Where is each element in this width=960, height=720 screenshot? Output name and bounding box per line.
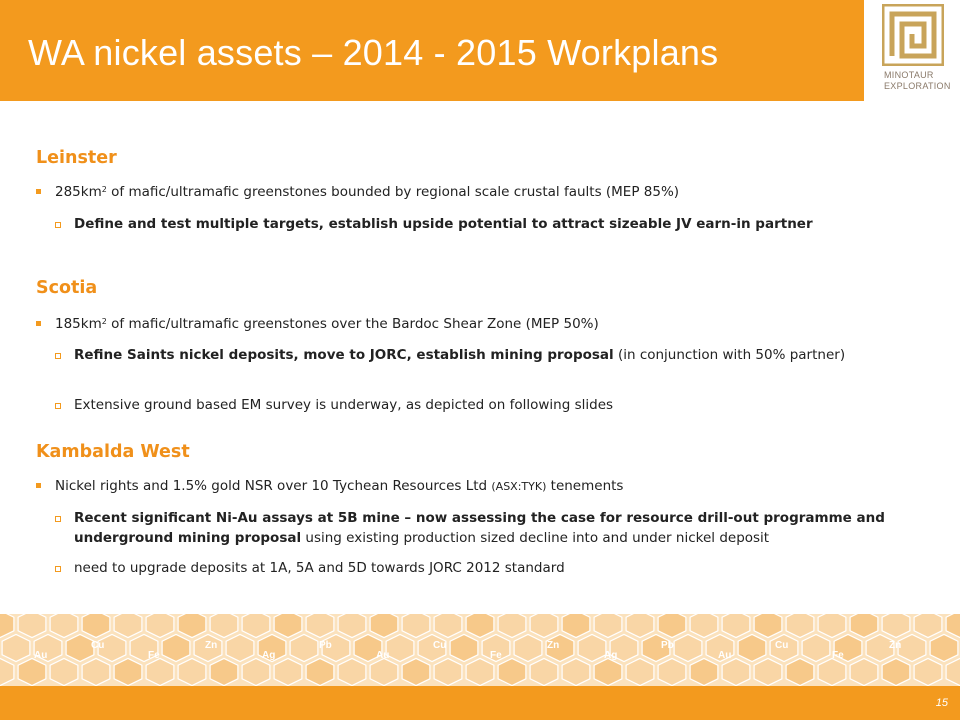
- element-symbol: Au: [34, 650, 48, 661]
- title-bar: [0, 0, 864, 101]
- logo-line1: MINOTAUR: [884, 70, 934, 80]
- section-heading: Scotia: [36, 278, 98, 298]
- logo-wordmark: [884, 70, 951, 92]
- element-symbol: Ag: [604, 650, 618, 661]
- element-hex-band: [0, 614, 960, 686]
- sub-bullet-rest: using existing production sized decline into and under nickel deposit: [301, 530, 770, 546]
- section-heading: Leinster: [36, 148, 117, 168]
- hollow-square-bullet-icon: [55, 516, 61, 522]
- hollow-square-bullet-icon: [55, 222, 61, 228]
- square-bullet-icon: [36, 321, 41, 326]
- section-kambalda-west: [36, 442, 885, 576]
- element-symbol: Pb: [319, 640, 332, 651]
- bullet-text-pre: Nickel rights and 1.5% gold NSR over 10 Tychean Resources Ltd: [55, 478, 492, 494]
- maze-logo-icon: [882, 4, 944, 66]
- sub-bullet-bold: Recent significant Ni-Au assays at 5B mine – now assessing the case for resource drill-out programme and underground mining proposal: [74, 510, 885, 546]
- superscript: 2: [101, 317, 107, 326]
- page-number: 15: [935, 697, 948, 709]
- section-heading: Kambalda West: [36, 442, 190, 462]
- company-logo: [878, 4, 956, 100]
- sub-bullet-rest: (in conjunction with 50% partner): [613, 347, 846, 363]
- element-symbol: Au: [376, 650, 390, 661]
- element-symbol: Zn: [889, 640, 902, 651]
- hollow-square-bullet-icon: [55, 353, 61, 359]
- superscript: 2: [101, 185, 107, 194]
- element-symbol: Zn: [205, 640, 218, 651]
- section-leinster: [36, 148, 813, 232]
- page-title: WA nickel assets – 2014 - 2015 Workplans: [28, 32, 719, 73]
- element-symbol: Fe: [490, 650, 502, 661]
- element-symbol: Au: [718, 650, 732, 661]
- bullet-text-pre: 285km: [55, 184, 102, 200]
- element-symbol: Fe: [148, 650, 160, 661]
- sub-bullet-rest: need to upgrade deposits at 1A, 5A and 5D towards JORC 2012 standard: [74, 560, 565, 576]
- square-bullet-icon: [36, 189, 41, 194]
- hollow-square-bullet-icon: [55, 566, 61, 572]
- element-symbol: Cu: [433, 640, 447, 651]
- sub-bullet-rest: Extensive ground based EM survey is underway, as depicted on following slides: [74, 397, 614, 413]
- element-symbol: Zn: [547, 640, 560, 651]
- sub-bullet-bold: Refine Saints nickel deposits, move to JORC, establish mining proposal: [74, 347, 614, 363]
- ticker-text: (ASX:TYK): [491, 480, 547, 493]
- square-bullet-icon: [36, 483, 41, 488]
- section-scotia: [36, 278, 846, 413]
- bullet-text-post: of mafic/ultramafic greenstones over the Bardoc Shear Zone (MEP 50%): [106, 316, 599, 332]
- bullet-text-pre: 185km: [55, 316, 102, 332]
- bullet-text-post: tenements: [546, 478, 624, 494]
- bullet-text-post: of mafic/ultramafic greenstones bounded by regional scale crustal faults (MEP 85%): [106, 184, 680, 200]
- element-symbol: Cu: [91, 640, 105, 651]
- logo-line2: EXPLORATION: [884, 81, 951, 91]
- hollow-square-bullet-icon: [55, 403, 61, 409]
- sub-bullet-bold: Define and test multiple targets, establish upside potential to attract sizeable JV earn-in partner: [74, 216, 813, 232]
- element-symbol: Ag: [262, 650, 276, 661]
- element-symbol: Fe: [832, 650, 844, 661]
- footer-bar: [0, 686, 960, 720]
- element-symbol: Cu: [775, 640, 789, 651]
- element-symbol: Pb: [661, 640, 674, 651]
